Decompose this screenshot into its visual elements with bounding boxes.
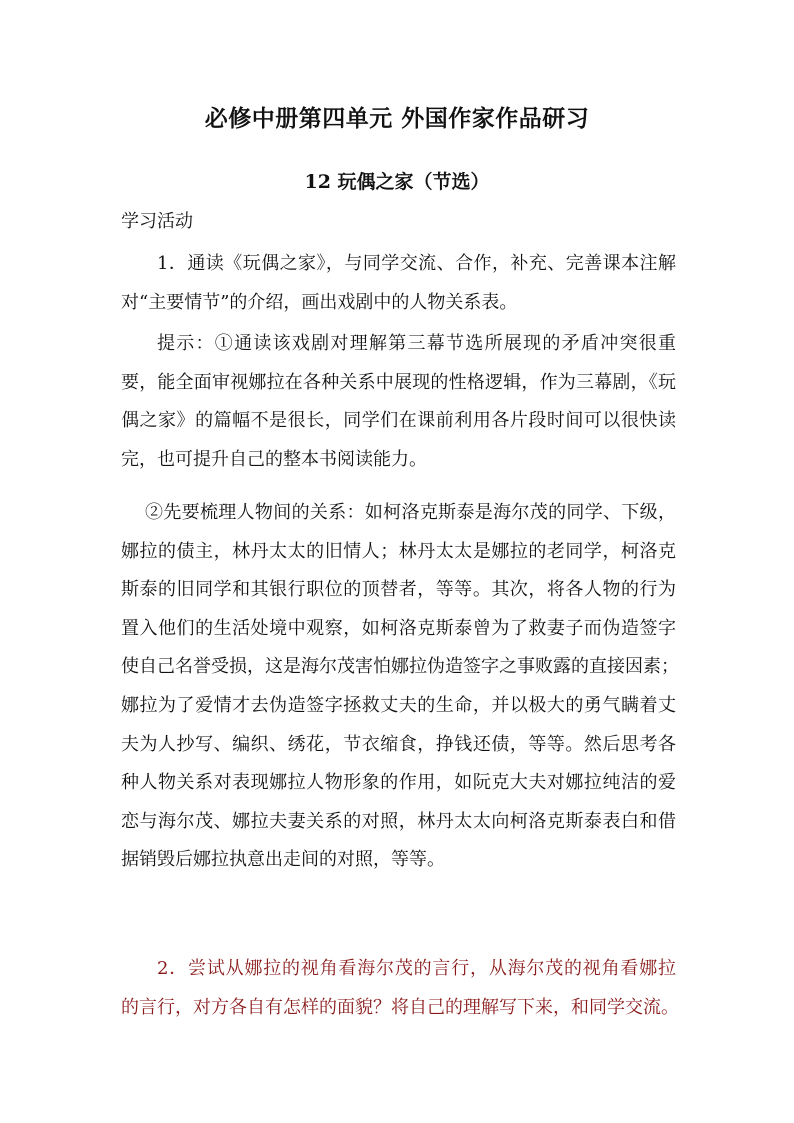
hint-1-line: 完，也可提升自己的整本书阅读能力。 xyxy=(121,448,427,470)
hint-1-paragraph xyxy=(121,325,676,479)
hint-2-paragraph xyxy=(121,494,679,880)
task-1-paragraph xyxy=(121,245,676,322)
task-2-paragraph xyxy=(121,950,679,1027)
hint-2-line: 种人物关系对表现娜拉人物形象的作用，如阮克大夫对娜拉纯洁的爱 xyxy=(121,772,676,794)
section-label: 学习活动 xyxy=(121,211,193,232)
hint-2-line: 夫为人抄写、编织、绣花，节衣缩食，挣钱还债，等等。然后思考各 xyxy=(121,733,676,755)
hint-2-line: 娜拉为了爱情才去伪造签字拯救丈夫的生命，并以极大的勇气瞒着丈 xyxy=(121,694,676,716)
hint-1-line: 偶之家》的篇幅不是很长，同学们在课前利用各片段时间可以很快读 xyxy=(121,410,676,432)
hint-2-line: 使自己名誉受损，这是海尔茂害怕娜拉伪造签字之事败露的直接因素； xyxy=(121,656,679,678)
hint-2-line: 恋与海尔茂、娜拉夫妻关系的对照，林丹太太向柯洛克斯泰表白和借 xyxy=(121,810,676,832)
hint-2-line: 据销毁后娜拉执意出走间的对照，等等。 xyxy=(121,849,445,871)
document-title: 必修中册第四单元 外国作家作品研习 xyxy=(204,105,590,132)
hint-2-line: 斯泰的旧同学和其银行职位的顶替者，等等。其次，将各人物的行为 xyxy=(121,579,676,601)
hint-2-line: 娜拉的债主，林丹太太的旧情人；林丹太太是娜拉的老同学，柯洛克 xyxy=(121,540,676,562)
hint-2-line: 置入他们的生活处境中观察，如柯洛克斯泰曾为了救妻子而伪造签字 xyxy=(121,617,676,639)
hint-1-line: 提示：①通读该戏剧对理解第三幕节选所展现的矛盾冲突很重 xyxy=(157,333,676,354)
lesson-title: 12 玩偶之家（节选） xyxy=(304,171,490,193)
task-1-line: 对“主要情节”的介绍，画出戏剧中的人物关系表。 xyxy=(121,291,518,313)
task-2-line: 的言行，对方各自有怎样的面貌？将自己的理解写下来，和同学交流。 xyxy=(121,996,679,1018)
task-2-line: 2．尝试从娜拉的视角看海尔茂的言行，从海尔茂的视角看娜拉 xyxy=(157,958,676,979)
task-1-line: 1．通读《玩偶之家》，与同学交流、合作，补充、完善课本注解 xyxy=(157,253,676,274)
hint-2-line: ②先要梳理人物间的关系：如柯洛克斯泰是海尔茂的同学、下级， xyxy=(145,502,676,523)
hint-1-line: 要，能全面审视娜拉在各种关系中展现的性格逻辑，作为三幕剧，《玩 xyxy=(121,371,676,393)
